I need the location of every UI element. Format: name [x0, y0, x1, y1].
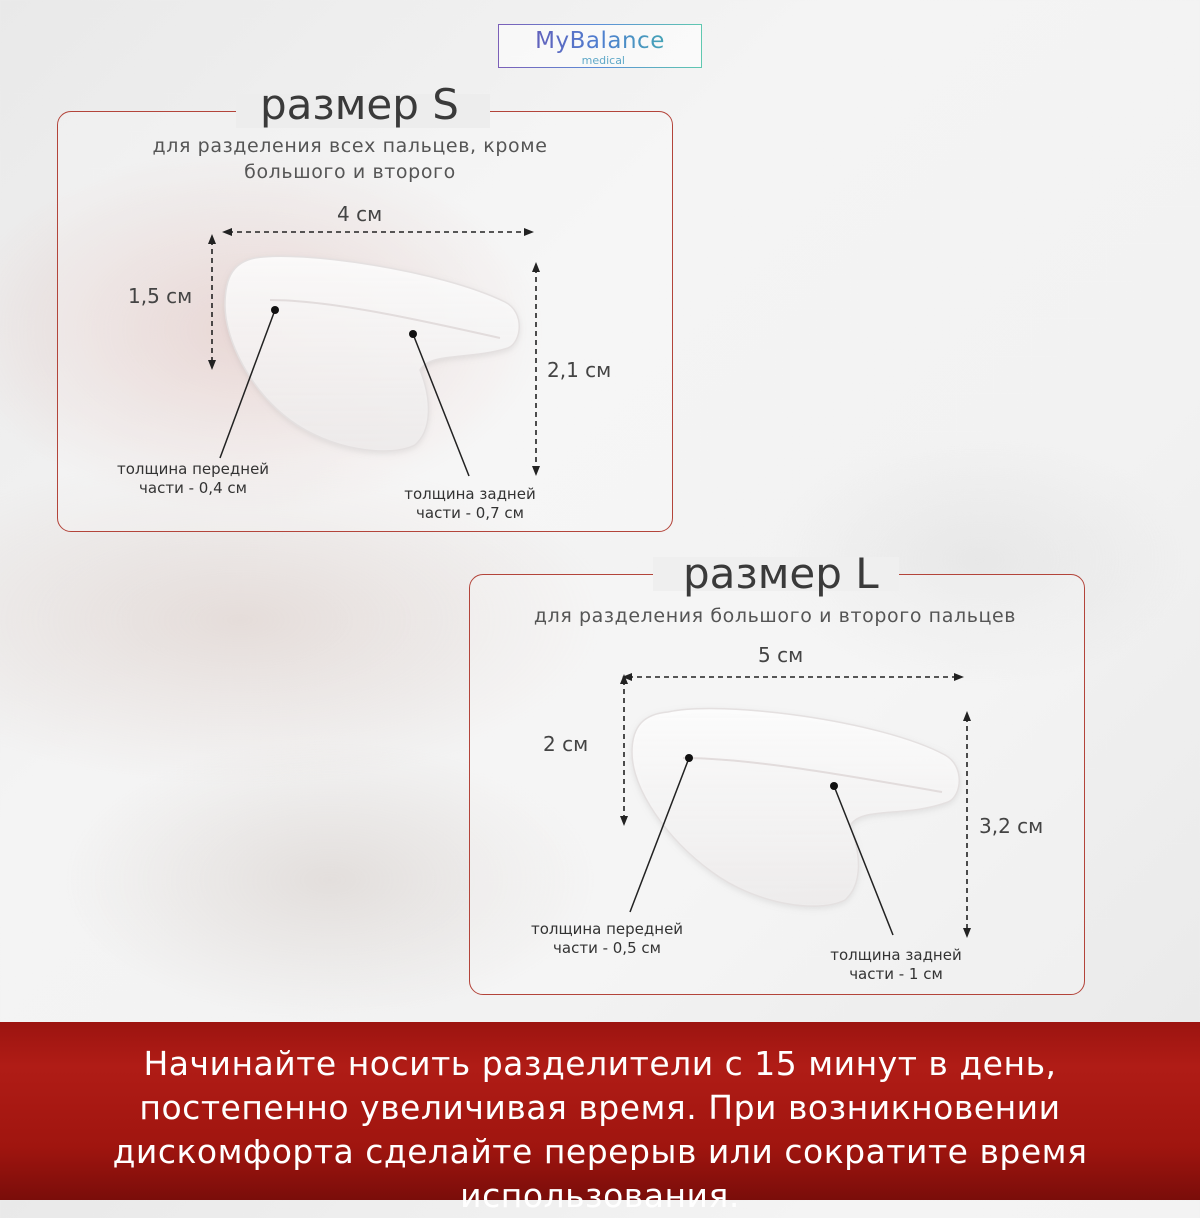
- size-l-subtitle: для разделения большого и второго пальцев: [533, 605, 1017, 627]
- size-s-back-note: [380, 485, 560, 523]
- size-s-back-note-line1: толщина задней: [404, 485, 536, 503]
- size-l-separator: [632, 709, 959, 907]
- size-l-front-dot: [685, 754, 693, 762]
- size-s-front-note-line2: части - 0,4 см: [139, 479, 247, 497]
- size-l-front-note: [512, 920, 702, 958]
- size-l-front-note-line1: толщина передней: [530, 920, 684, 938]
- size-l-front-note-line2: части - 0,5 см: [553, 939, 661, 957]
- size-s-back-note-line2: части - 0,7 см: [416, 504, 524, 522]
- size-l-back-note: [806, 946, 986, 984]
- size-l-back-height-label: 3,2 см: [979, 814, 1044, 838]
- size-s-back-height-label: 2,1 см: [547, 358, 612, 382]
- usage-banner-text: Начинайте носить разделители с 15 минут в день, постепенно увеличивая время. При возникновении дискомфорта сделайте перерыв или сократите время использования.: [112, 1044, 1088, 1215]
- size-l-back-note-line1: толщина задней: [830, 946, 962, 964]
- size-s-subtitle: для разделения всех пальцев, кроме большого и второго: [152, 135, 548, 183]
- size-s-front-dot: [271, 306, 279, 314]
- size-s-separator: [225, 256, 519, 451]
- logo-name: MyBalance: [499, 28, 701, 54]
- size-l-front-height-label: 2 см: [543, 732, 589, 756]
- size-l-back-dot: [830, 782, 838, 790]
- size-l-back-note-line2: части - 1 см: [849, 965, 943, 983]
- size-s-front-note: [103, 460, 283, 498]
- size-l-width-label: 5 см: [758, 643, 804, 667]
- size-s-width-label: 4 см: [337, 202, 383, 226]
- size-s-front-note-line1: толщина передней: [116, 460, 270, 478]
- size-s-back-dot: [409, 330, 417, 338]
- size-s-title: размер S: [260, 80, 459, 129]
- size-l-title: размер L: [683, 549, 879, 598]
- logo-subtitle: medical: [581, 54, 625, 67]
- size-s-front-height-label: 1,5 см: [128, 284, 193, 308]
